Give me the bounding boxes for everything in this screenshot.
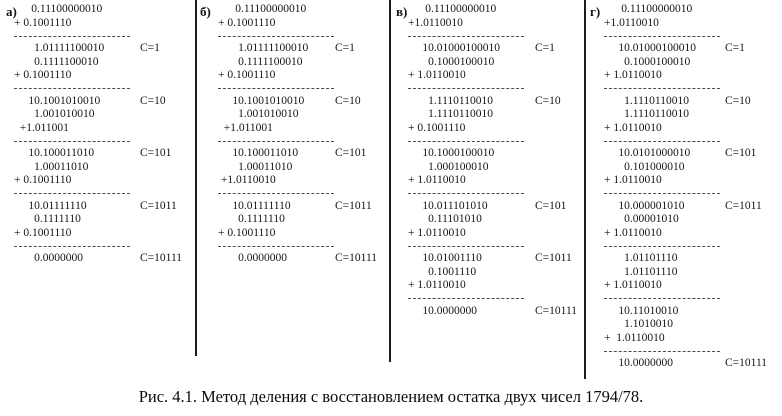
binary-number: 1.1110110010 — [408, 94, 493, 107]
binary-number: + 1.0110010 — [408, 226, 466, 239]
binary-number: +1.0110010 — [604, 16, 659, 29]
binary-number: 1.00011010 — [218, 160, 293, 173]
binary-number: 1.01111100010 — [14, 42, 105, 54]
addend-line — [604, 122, 781, 136]
quotient-register-value: C=10111 — [535, 304, 578, 317]
binary-number: 10.01001110 — [408, 252, 482, 264]
shifted-remainder-line — [604, 56, 781, 70]
binary-number: 1.001010010 — [218, 108, 299, 120]
quotient-register-value: C=10 — [335, 94, 361, 107]
dashed-separator — [14, 141, 130, 142]
binary-number: 10.01111110 — [218, 199, 291, 212]
addend-line — [604, 17, 781, 31]
addend-line — [14, 227, 194, 241]
binary-number: 1.1010010 — [604, 318, 673, 330]
addend-line — [408, 69, 583, 83]
division-steps — [588, 3, 781, 371]
addend-line — [604, 69, 781, 83]
binary-number: 1.01101110 — [604, 252, 678, 264]
dashed-separator — [604, 351, 720, 352]
binary-number: 10.0000000 — [408, 304, 477, 317]
addend-line — [604, 332, 781, 346]
dashed-separator — [218, 141, 334, 142]
column-label: б) — [200, 4, 211, 19]
division-steps — [394, 3, 583, 318]
binary-number: + 1.0110010 — [604, 121, 662, 134]
quotient-register-value: C=1 — [335, 42, 355, 54]
binary-number: + 0.1001110 — [14, 16, 72, 29]
binary-number: 0.11100000010 — [604, 3, 693, 15]
result-line — [14, 252, 194, 266]
shifted-remainder-line — [218, 108, 388, 122]
result-line — [408, 95, 583, 109]
addend-line — [218, 69, 388, 83]
dashed-separator — [218, 88, 334, 89]
binary-number: 1.01101110 — [604, 265, 678, 278]
quotient-register-value: C=1011 — [140, 199, 177, 212]
binary-number: + 0.1001110 — [408, 121, 466, 134]
shifted-remainder-line — [14, 161, 194, 175]
result-line — [604, 42, 781, 56]
dashed-separator — [14, 193, 130, 194]
binary-number: + 1.0110010 — [408, 69, 466, 81]
quotient-register-value: C=10 — [140, 94, 166, 107]
shifted-remainder-line — [604, 318, 781, 332]
addend-line — [408, 227, 583, 241]
binary-number: 1.000100010 — [408, 160, 489, 173]
shifted-remainder-line — [218, 213, 388, 227]
result-line — [604, 200, 781, 214]
binary-number: +1.011001 — [14, 121, 69, 134]
binary-number: 10.0101000010 — [604, 147, 691, 159]
shifted-remainder-line — [604, 161, 781, 175]
binary-number: 10.100011010 — [218, 147, 299, 159]
binary-number: + 0.1001110 — [14, 69, 72, 81]
result-line — [218, 147, 388, 161]
quotient-register-value: C=1 — [140, 42, 160, 54]
binary-number: 0.11100000010 — [14, 3, 103, 15]
binary-number: 0.1000100010 — [604, 55, 691, 68]
shifted-remainder-line — [408, 56, 583, 70]
binary-number: 1.001010010 — [14, 108, 95, 120]
addend-line — [218, 174, 388, 188]
binary-number: 0.1111110 — [14, 213, 81, 225]
addend-line — [14, 122, 194, 136]
addend-line — [408, 17, 583, 31]
dashed-separator — [604, 36, 720, 37]
result-line — [604, 357, 781, 371]
result-line — [218, 42, 388, 56]
addend-line — [408, 279, 583, 293]
binary-number: 10.000001010 — [604, 199, 685, 212]
dashed-separator — [604, 246, 720, 247]
quotient-register-value: C=10111 — [140, 252, 183, 264]
binary-number: 1.1110110010 — [604, 108, 689, 120]
binary-number: 1.00011010 — [14, 160, 89, 173]
binary-number: +1.0110010 — [218, 174, 276, 186]
shifted-remainder-line — [218, 56, 388, 70]
binary-number: 0.00001010 — [604, 213, 679, 225]
figure-caption: Рис. 4.1. Метод деления с восстановлением остатка двух чисел 1794/78. — [138, 387, 644, 406]
result-line — [408, 200, 583, 214]
shifted-remainder-line — [408, 266, 583, 280]
binary-number: 0.1001110 — [408, 265, 477, 278]
binary-number: 0.0000000 — [218, 252, 287, 264]
result-line — [604, 95, 781, 109]
addend-line — [218, 227, 388, 241]
column-label: г) — [590, 4, 601, 19]
addend-line — [218, 17, 388, 31]
dashed-separator — [408, 193, 524, 194]
binary-number: 10.01000100010 — [604, 42, 696, 54]
dashed-separator — [604, 141, 720, 142]
binary-number: +1.011001 — [218, 121, 273, 134]
result-line — [408, 42, 583, 56]
binary-number: + 1.0110010 — [408, 279, 466, 291]
quotient-register-value: C=101 — [535, 199, 567, 212]
division-steps — [198, 3, 388, 266]
quotient-register-value: C=1011 — [335, 199, 372, 212]
column-b — [198, 3, 388, 266]
result-line — [14, 42, 194, 56]
binary-number: + 1.0110010 — [604, 69, 662, 81]
addend-line — [14, 174, 194, 188]
dashed-separator — [604, 88, 720, 89]
shifted-remainder-line — [218, 161, 388, 175]
addend-line — [604, 279, 781, 293]
dashed-separator — [604, 193, 720, 194]
binary-number: 0.1000100010 — [408, 55, 495, 68]
binary-number: + 0.1001110 — [218, 16, 276, 29]
binary-number: 0.1111110 — [218, 213, 285, 225]
result-line — [604, 147, 781, 161]
quotient-register-value: C=10111 — [725, 357, 768, 369]
result-line — [408, 252, 583, 266]
addend-line — [218, 122, 388, 136]
dashed-separator — [14, 246, 130, 247]
result-line — [14, 95, 194, 109]
quotient-register-value: C=1 — [725, 42, 745, 54]
binary-number: 10.1001010010 — [218, 94, 305, 107]
binary-number: 10.11010010 — [604, 304, 679, 317]
quotient-register-value: C=101 — [725, 147, 757, 159]
dashed-separator — [14, 36, 130, 37]
result-line — [604, 305, 781, 319]
addend-line — [14, 17, 194, 31]
shifted-remainder-line — [408, 108, 583, 122]
quotient-register-value: C=10111 — [335, 252, 378, 264]
dashed-separator — [408, 298, 524, 299]
dashed-separator — [218, 193, 334, 194]
binary-number: 10.1001010010 — [14, 94, 101, 107]
quotient-register-value: C=1011 — [535, 252, 572, 264]
shifted-remainder-line — [408, 213, 583, 227]
binary-number: 0.0000000 — [14, 252, 83, 264]
binary-number: + 1.0110010 — [604, 331, 665, 344]
dashed-separator — [218, 246, 334, 247]
quotient-register-value: C=101 — [335, 147, 367, 159]
column-label: в) — [396, 4, 408, 19]
binary-number: 1.1110110010 — [408, 108, 493, 120]
column-divider-3 — [584, 0, 586, 379]
binary-number: 0.1111100010 — [14, 55, 99, 68]
column-a — [4, 3, 194, 266]
result-line — [408, 147, 583, 161]
binary-number: 10.100011010 — [14, 147, 95, 159]
binary-number: + 1.0110010 — [604, 226, 662, 239]
binary-number: 10.0000000 — [604, 357, 673, 369]
dashed-separator — [408, 88, 524, 89]
addend-line — [14, 69, 194, 83]
binary-number: 1.01111100010 — [218, 42, 309, 54]
result-line — [14, 200, 194, 214]
shifted-remainder-line — [14, 213, 194, 227]
binary-number: 0.1111100010 — [218, 55, 303, 68]
binary-number: +1.0110010 — [408, 16, 463, 29]
shifted-remainder-line — [408, 161, 583, 175]
result-line — [218, 3, 388, 17]
binary-number: 10.011101010 — [408, 199, 488, 212]
column-g — [588, 3, 781, 371]
quotient-register-value: C=1 — [535, 42, 555, 54]
column-divider-1 — [195, 0, 197, 356]
binary-number: + 1.0110010 — [408, 174, 466, 186]
binary-number: + 0.1001110 — [14, 226, 72, 239]
dashed-separator — [14, 88, 130, 89]
shifted-remainder-line — [604, 213, 781, 227]
binary-number: 0.11100000010 — [218, 3, 307, 15]
result-line — [408, 3, 583, 17]
dashed-separator — [408, 246, 524, 247]
shifted-remainder-line — [604, 266, 781, 280]
quotient-register-value: C=1011 — [725, 199, 762, 212]
addend-line — [604, 227, 781, 241]
binary-number: 10.01111110 — [14, 199, 87, 212]
column-label: а) — [6, 4, 17, 19]
binary-number: 0.11101010 — [408, 213, 482, 225]
addend-line — [408, 122, 583, 136]
binary-number: 0.101000010 — [604, 160, 685, 173]
result-line — [604, 252, 781, 266]
result-line — [604, 3, 781, 17]
dashed-separator — [408, 141, 524, 142]
binary-number: + 0.1001110 — [14, 174, 72, 186]
binary-number: + 0.1001110 — [218, 226, 276, 239]
binary-number: 10.1000100010 — [408, 147, 495, 159]
column-v — [394, 3, 583, 318]
dashed-separator — [604, 298, 720, 299]
binary-number: + 1.0110010 — [604, 174, 662, 186]
quotient-register-value: C=10 — [725, 94, 751, 107]
binary-number: 10.01000100010 — [408, 42, 500, 54]
binary-number: 1.1110110010 — [604, 94, 689, 107]
binary-number: + 0.1001110 — [218, 69, 276, 81]
column-divider-2 — [389, 0, 391, 362]
result-line — [218, 95, 388, 109]
shifted-remainder-line — [14, 56, 194, 70]
binary-number: 0.11100000010 — [408, 3, 497, 15]
result-line — [14, 3, 194, 17]
shifted-remainder-line — [604, 108, 781, 122]
result-line — [14, 147, 194, 161]
dashed-separator — [218, 36, 334, 37]
quotient-register-value: C=10 — [535, 94, 561, 107]
division-steps — [4, 3, 194, 266]
quotient-register-value: C=101 — [140, 147, 172, 159]
dashed-separator — [408, 36, 524, 37]
shifted-remainder-line — [14, 108, 194, 122]
result-line — [408, 305, 583, 319]
addend-line — [408, 174, 583, 188]
result-line — [218, 200, 388, 214]
result-line — [218, 252, 388, 266]
binary-number: + 1.0110010 — [604, 279, 662, 291]
addend-line — [604, 174, 781, 188]
